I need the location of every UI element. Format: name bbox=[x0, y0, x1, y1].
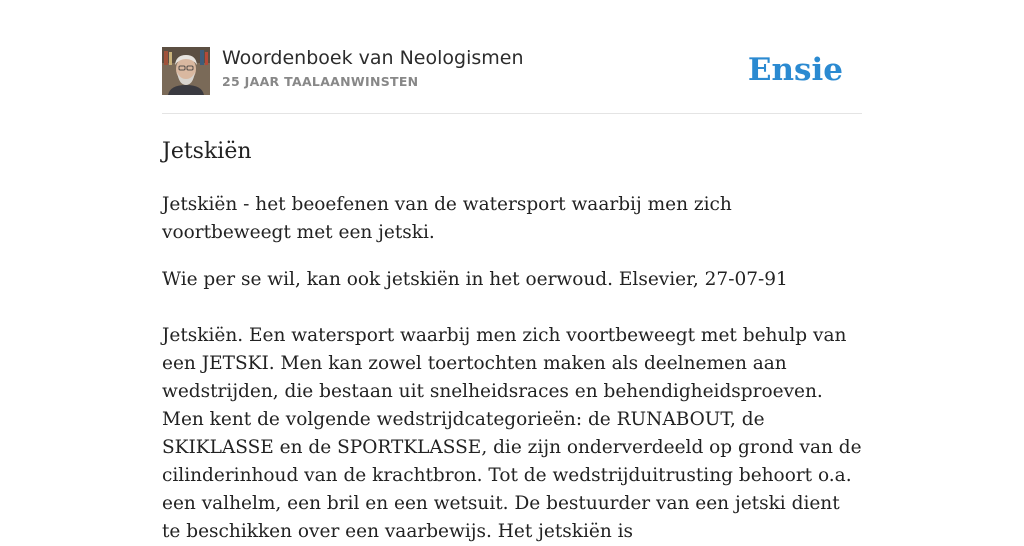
brand-logo[interactable]: Ensie bbox=[747, 52, 843, 88]
author-avatar[interactable] bbox=[162, 47, 210, 95]
entry-quote: Wie per se wil, kan ook jetskiën in het oerwoud. Elsevier, 27-07-91 bbox=[162, 269, 788, 290]
site-header bbox=[162, 47, 862, 95]
entry-content bbox=[162, 136, 862, 546]
entry-explanation: Jetskiën. Een watersport waarbij men zich voortbeweegt met behulp van een JETSKI. Men kan zowel toertochten maken als deelnemen aan wedstrijden, die bestaan uit snelheidsraces en behendigheidsproeven. Men kent de volgende wedstrijdcategorieën: de RUNABOUT, de SKIKLASSE en de SPORTKLASSE, die zijn onderverdeeld op grond van de cilinderinhoud van de krachtbron. Tot de wedstrijduitrusting behoort o.a. een valhelm, een bril en een wetsuit. De bestuurder van een jetski dient te beschikken over een vaarbewijs. Het jetskiën is bbox=[162, 325, 862, 542]
entry-title: Jetskiën bbox=[162, 139, 252, 164]
site-subtitle: 25 JAAR TAALAANWINSTEN bbox=[222, 74, 419, 89]
header-divider bbox=[162, 113, 862, 114]
site-title[interactable]: Woordenboek van Neologismen bbox=[222, 47, 524, 69]
entry-definition: Jetskiën - het beoefenen van de watersport waarbij men zich voortbeweegt met een jetski. bbox=[162, 194, 732, 243]
